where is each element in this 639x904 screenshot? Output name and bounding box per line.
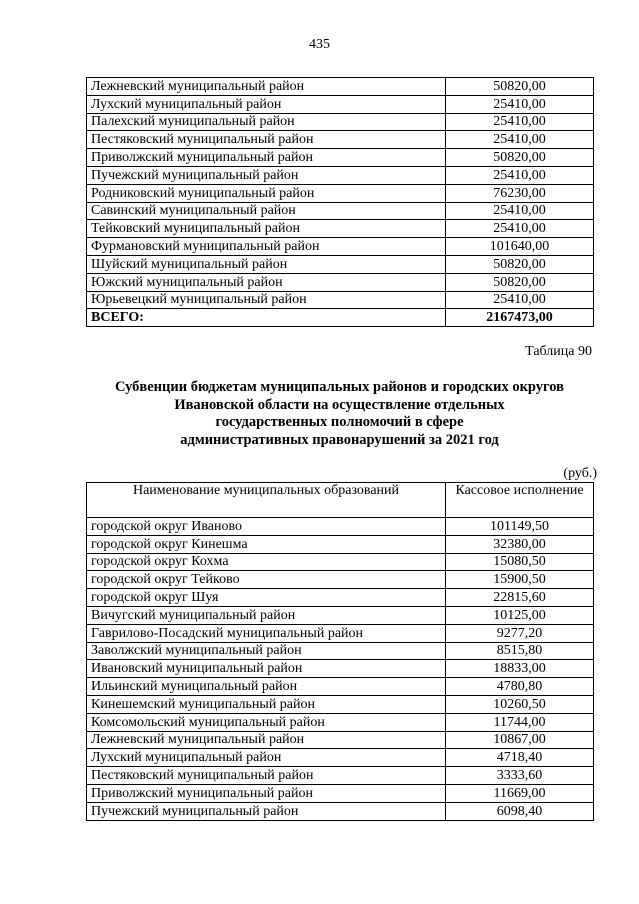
municipality-name: Приволжский муниципальный район	[87, 784, 446, 802]
allocation-table-continued	[86, 77, 594, 327]
municipality-name: Кинешемский муниципальный район	[87, 695, 446, 713]
table-row	[87, 571, 594, 589]
municipality-name: городской округ Шуя	[87, 589, 446, 607]
municipality-name: Лухский муниципальный район	[87, 749, 446, 767]
allocation-table-body	[87, 78, 594, 327]
table-row	[87, 220, 594, 238]
header-row	[87, 483, 594, 518]
amount-value: 101640,00	[446, 238, 594, 256]
table-row	[87, 713, 594, 731]
table-row	[87, 553, 594, 571]
municipality-name: городской округ Кинешма	[87, 535, 446, 553]
table-row	[87, 642, 594, 660]
amount-value: 15900,50	[446, 571, 594, 589]
municipality-name: Тейковский муниципальный район	[87, 220, 446, 238]
table-row	[87, 695, 594, 713]
amount-value: 11669,00	[446, 784, 594, 802]
table-row	[87, 660, 594, 678]
table-row	[87, 113, 594, 131]
amount-value: 11744,00	[446, 713, 594, 731]
municipality-name: Лежневский муниципальный район	[87, 731, 446, 749]
amount-value: 32380,00	[446, 535, 594, 553]
amount-value: 50820,00	[446, 255, 594, 273]
amount-value: 8515,80	[446, 642, 594, 660]
municipality-name: Комсомольский муниципальный район	[87, 713, 446, 731]
table-row	[87, 589, 594, 607]
municipality-name: Пестяковский муниципальный район	[87, 131, 446, 149]
amount-value: 25410,00	[446, 291, 594, 309]
page-number: 435	[309, 37, 330, 52]
table-row	[87, 255, 594, 273]
table-row	[87, 624, 594, 642]
amount-value: 22815,60	[446, 589, 594, 607]
municipality-name: Лежневский муниципальный район	[87, 78, 446, 96]
municipality-name: Шуйский муниципальный район	[87, 255, 446, 273]
amount-value: 9277,20	[446, 624, 594, 642]
table-row	[87, 95, 594, 113]
amount-value: 25410,00	[446, 220, 594, 238]
amount-value: 15080,50	[446, 553, 594, 571]
municipality-name: Лухский муниципальный район	[87, 95, 446, 113]
table-row	[87, 731, 594, 749]
subvention-table-header	[87, 483, 594, 518]
municipality-name: Пучежский муниципальный район	[87, 802, 446, 820]
subvention-table	[86, 482, 594, 821]
amount-value: 25410,00	[446, 95, 594, 113]
amount-value: 10125,00	[446, 606, 594, 624]
title-line: Субвенции бюджетам муниципальных районов и городских округов	[115, 379, 564, 395]
table-row	[87, 802, 594, 820]
table-row	[87, 291, 594, 309]
municipality-name: городской округ Иваново	[87, 518, 446, 536]
table-row	[87, 238, 594, 256]
total-value: 2167473,00	[446, 309, 594, 327]
amount-value: 25410,00	[446, 113, 594, 131]
table-row	[87, 131, 594, 149]
municipality-name: Вичугский муниципальный район	[87, 606, 446, 624]
municipality-name: Южский муниципальный район	[87, 273, 446, 291]
table-title	[86, 379, 593, 449]
municipality-name: Приволжский муниципальный район	[87, 149, 446, 167]
municipality-name: Пучежский муниципальный район	[87, 166, 446, 184]
currency-unit: (руб.)	[563, 466, 597, 481]
total-label: ВСЕГО:	[87, 309, 446, 327]
table-row	[87, 184, 594, 202]
table-row	[87, 767, 594, 785]
table-row	[87, 749, 594, 767]
amount-value: 25410,00	[446, 166, 594, 184]
amount-value: 25410,00	[446, 202, 594, 220]
table-row	[87, 518, 594, 536]
municipality-name: Палехский муниципальный район	[87, 113, 446, 131]
amount-value: 50820,00	[446, 273, 594, 291]
title-line: Ивановской области на осуществление отдельных	[174, 396, 505, 413]
amount-value: 50820,00	[446, 78, 594, 96]
municipality-name: Савинский муниципальный район	[87, 202, 446, 220]
municipality-name: Гаврилово-Посадский муниципальный район	[87, 624, 446, 642]
amount-value: 4718,40	[446, 749, 594, 767]
total-row	[87, 309, 594, 327]
municipality-name: городской округ Кохма	[87, 553, 446, 571]
table-row	[87, 678, 594, 696]
amount-value: 10260,50	[446, 695, 594, 713]
table-number-label: Таблица 90	[525, 344, 592, 359]
table-row	[87, 784, 594, 802]
table-row	[87, 202, 594, 220]
municipality-name: городской округ Тейково	[87, 571, 446, 589]
table-row	[87, 273, 594, 291]
table-row	[87, 78, 594, 96]
amount-value: 6098,40	[446, 802, 594, 820]
column-header-name: Наименование муниципальных образований	[87, 483, 446, 518]
title-line: административных правонарушений за 2021 год	[180, 431, 499, 448]
table-row	[87, 606, 594, 624]
municipality-name: Родниковский муниципальный район	[87, 184, 446, 202]
amount-value: 18833,00	[446, 660, 594, 678]
title-line: государственных полномочий в сфере	[215, 414, 464, 430]
amount-value: 4780,80	[446, 678, 594, 696]
table-row	[87, 535, 594, 553]
amount-value: 25410,00	[446, 131, 594, 149]
municipality-name: Ильинский муниципальный район	[87, 678, 446, 696]
municipality-name: Фурмановский муниципальный район	[87, 238, 446, 256]
municipality-name: Юрьевецкий муниципальный район	[87, 291, 446, 309]
table-row	[87, 149, 594, 167]
municipality-name: Ивановский муниципальный район	[87, 660, 446, 678]
municipality-name: Пестяковский муниципальный район	[87, 767, 446, 785]
column-header-execution: Кассовое исполнение	[446, 483, 594, 518]
amount-value: 76230,00	[446, 184, 594, 202]
table-row	[87, 166, 594, 184]
amount-value: 101149,50	[446, 518, 594, 536]
amount-value: 50820,00	[446, 149, 594, 167]
subvention-table-body	[87, 518, 594, 821]
municipality-name: Заволжский муниципальный район	[87, 642, 446, 660]
amount-value: 10867,00	[446, 731, 594, 749]
amount-value: 3333,60	[446, 767, 594, 785]
